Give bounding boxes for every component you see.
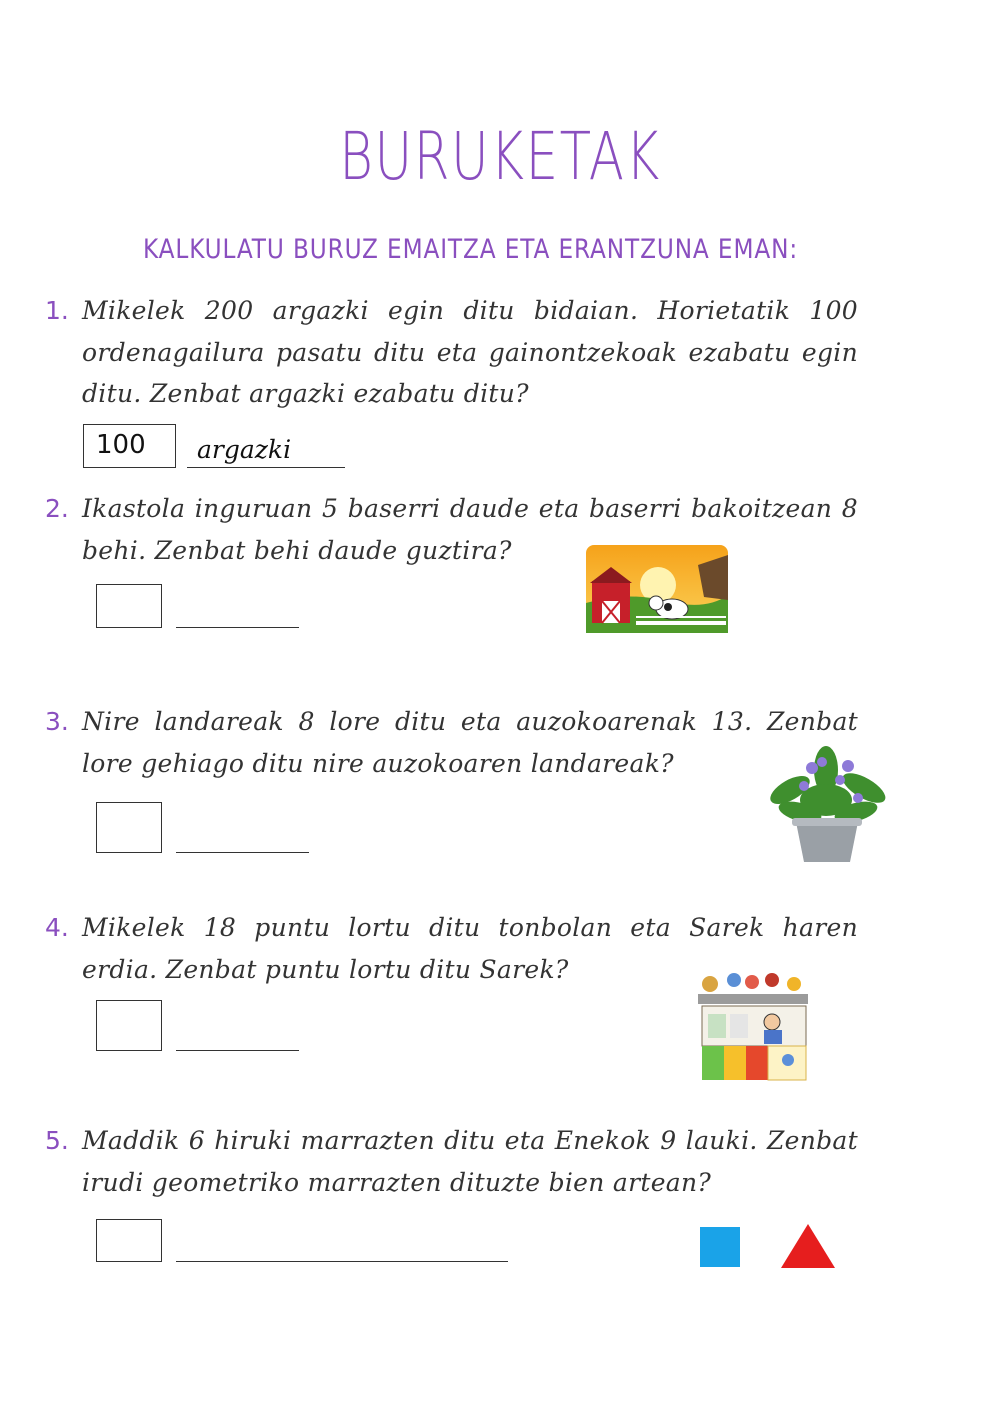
problem-1-answer-line[interactable] (187, 467, 345, 468)
problem-4-number: 4. (45, 913, 69, 942)
problem-1-answer-unit: argazki (197, 435, 292, 464)
problem-2-answer-line[interactable] (176, 627, 299, 628)
problem-5-text: Maddik 6 hiruki marrazten ditu eta Enekok 9 lauki. Zenbat irudi geometriko marrazten dituzte bien artean? (82, 1126, 858, 1197)
problem-2-number: 2. (45, 494, 69, 523)
problem-5-answer-box[interactable] (96, 1219, 162, 1262)
problem-1-text: Mikelek 200 argazki egin ditu bidaian. Horietatik 100 ordenagailura pasatu ditu eta gainontzekoak ezabatu egin ditu. Zenbat argazki ezabatu ditu? (82, 296, 858, 408)
blue-square-icon (700, 1227, 740, 1267)
problem-3-text: Nire landareak 8 lore ditu eta auzokoarenak 13. Zenbat lore gehiago ditu nire auzokoaren landareak? (82, 707, 858, 778)
raffle-stand-icon (690, 966, 814, 1084)
problem-3-answer-box[interactable] (96, 802, 162, 853)
page-title: BURUKETAK (339, 118, 661, 195)
problem-1-number: 1. (45, 296, 69, 325)
problem-4-text: Mikelek 18 puntu lortu ditu tonbolan eta Sarek haren erdia. Zenbat puntu lortu ditu Sarek? (82, 913, 858, 984)
problem-2-text: Ikastola inguruan 5 baserri daude eta baserri bakoitzean 8 behi. Zenbat behi daude guztira? (82, 494, 858, 565)
problem-4-answer-box[interactable] (96, 1000, 162, 1051)
problem-2-answer-box[interactable] (96, 584, 162, 628)
problem-4-answer-line[interactable] (176, 1050, 299, 1051)
red-triangle-icon (781, 1224, 835, 1268)
problem-3-number: 3. (45, 707, 69, 736)
instructions: KALKULATU BURUZ EMAITZA ETA ERANTZUNA EMAN: (143, 234, 798, 265)
problem-1-answer-box[interactable]: 100 (83, 424, 176, 468)
problem-3-answer-line[interactable] (176, 852, 309, 853)
flower-pot-icon (760, 740, 894, 866)
farm-with-cow-icon (586, 545, 728, 633)
problem-5-number: 5. (45, 1126, 69, 1155)
problem-5-answer-line[interactable] (176, 1261, 508, 1262)
